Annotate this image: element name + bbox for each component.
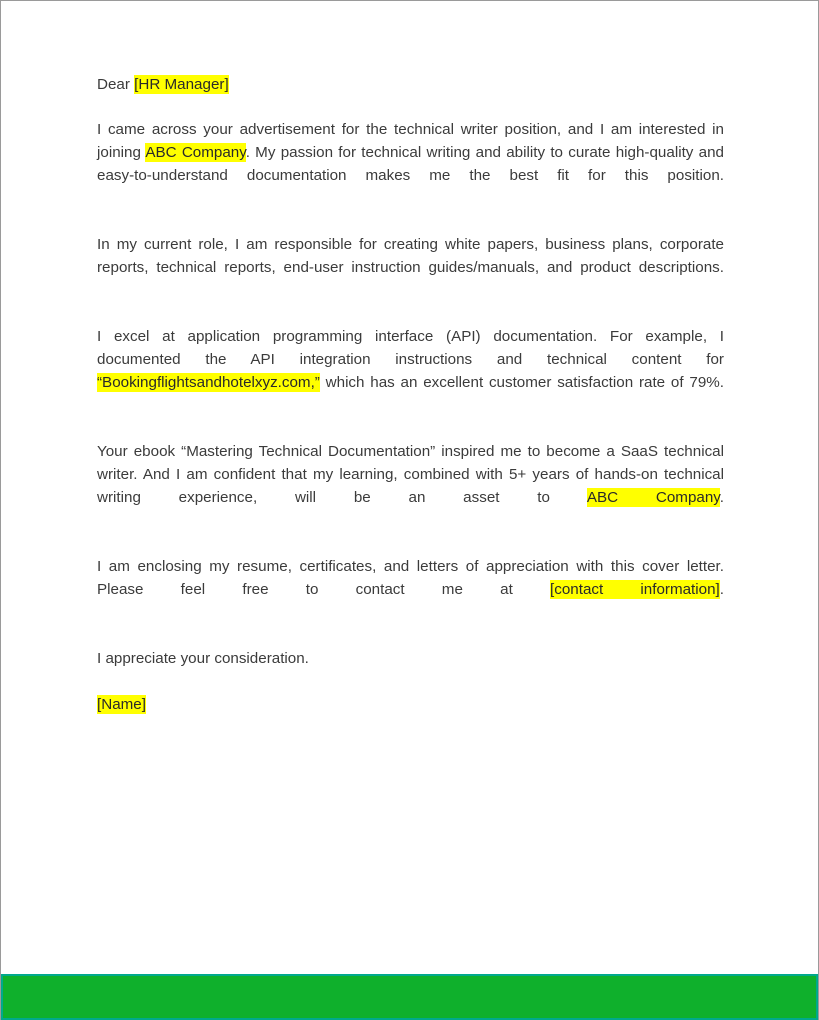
signature-name-highlight: [Name] [97,696,146,713]
paragraph-closing [97,647,724,670]
paragraph-intro [97,118,724,210]
text-segment: . [719,489,724,506]
signature-line [97,693,724,716]
text-segment: I excel at application programming interface (API) documentation. For example, I documented the API integration instructions and technical content for [97,328,724,368]
paragraph-current-role [97,233,724,302]
text-segment: which has an excellent customer satisfaction rate of 79%. [319,374,724,391]
text-segment: In my current role, I am responsible for creating white papers, business plans, corporate reports, technical reports, end-user instruction guides/manuals, and product descriptions. [97,236,724,276]
footer-bar [1,974,818,1020]
text-segment: . [719,581,725,598]
text-segment: I am enclosing my resume, certificates, and letters of appreciation with this cover letter. Please feel free to contact me at [97,558,724,598]
paragraph-api-experience [97,325,724,417]
text-segment: Your ebook “Mastering Technical Documentation” inspired me to become a SaaS technical writer. And I am confident that my learning, combined with 5+ years of hands-on technical writing experience, will be an asset to [97,443,724,506]
salutation-lead: Dear [97,76,135,93]
salutation-recipient-highlight: [HR Manager] [134,76,229,93]
paragraph-enclosures [97,555,724,624]
text-segment: I appreciate your consideration. [97,650,309,667]
letter-body [97,73,724,716]
company-name-highlight: ABC Company [586,489,720,506]
text-segment: I came across your advertisement for the technical writer position, and I am interested in joining [97,121,724,161]
website-name-highlight: “Bookingflightsandhotelxyz.com,” [97,374,320,391]
text-segment: . My passion for technical writing and ability to curate high-quality and easy-to-understand documentation makes me the best fit for this position. [97,144,724,184]
salutation-line [97,73,724,96]
contact-information-highlight: [contact information] [550,581,720,598]
paragraph-ebook-saas [97,440,724,532]
company-name-highlight: ABC Company [145,144,246,161]
